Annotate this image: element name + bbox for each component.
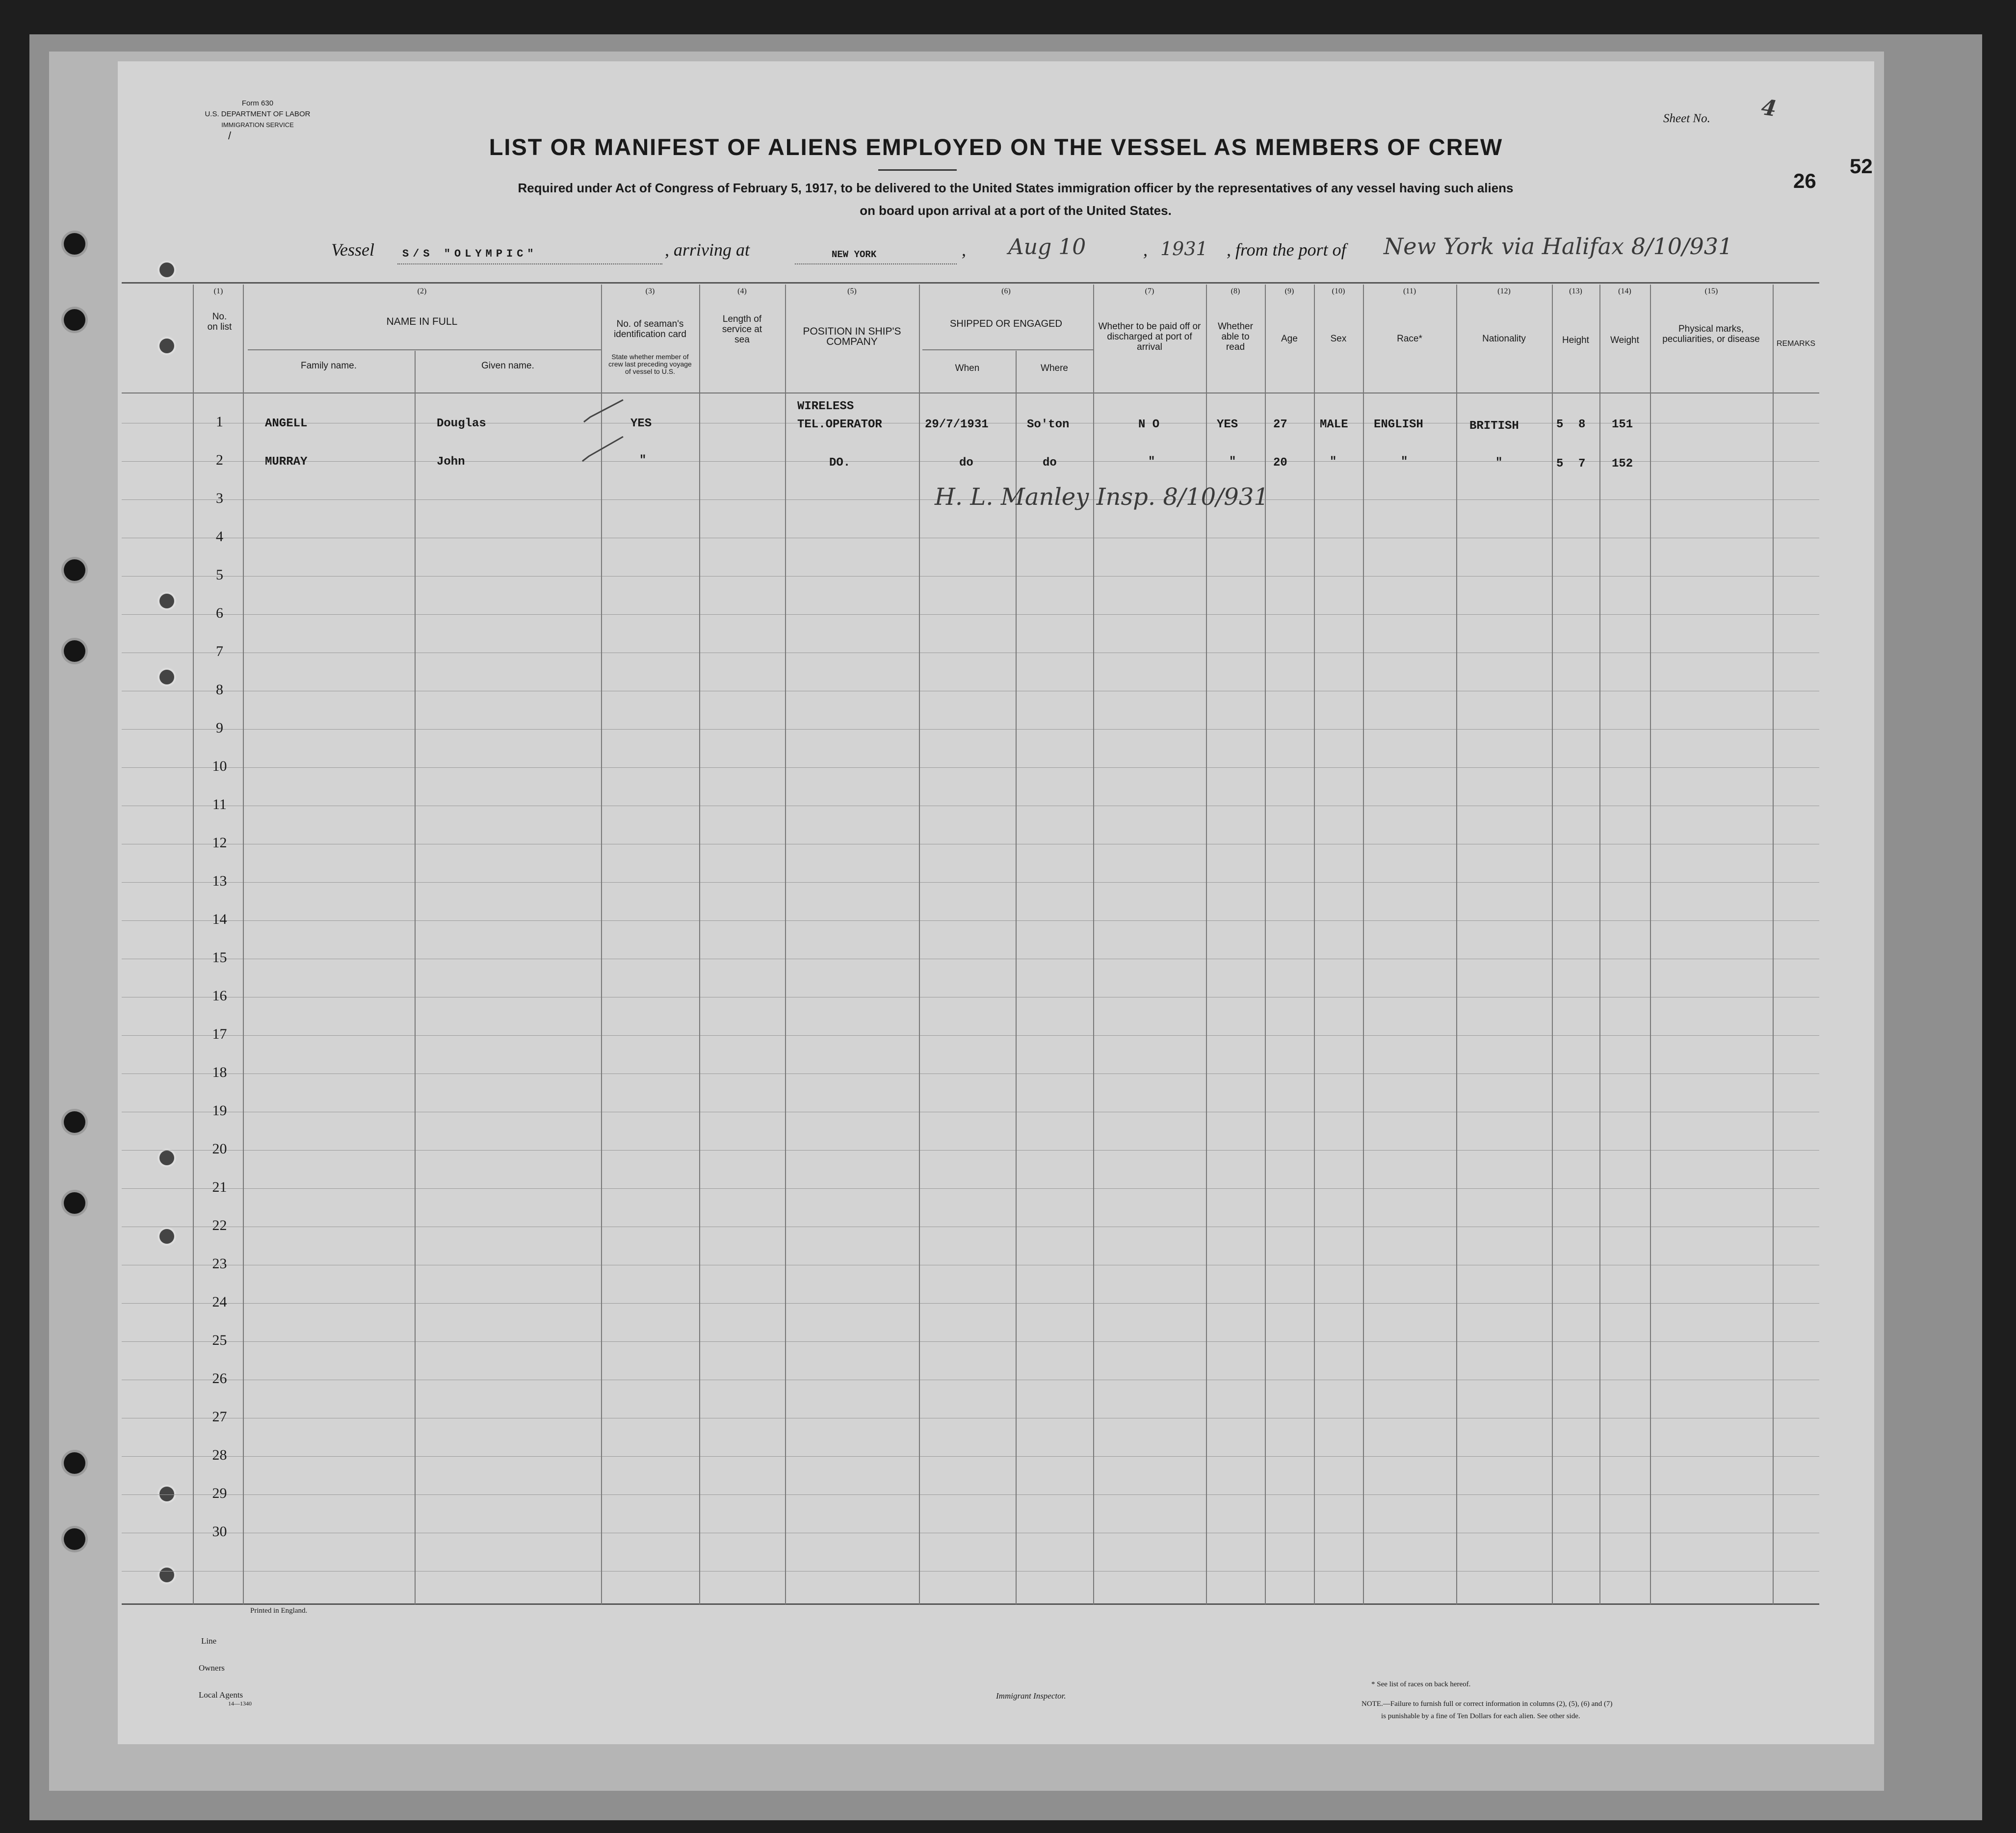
header-position: POSITION IN SHIP'S COMPANY: [803, 326, 901, 347]
column-rule: [601, 285, 602, 1604]
entry-2-weight: 152: [1612, 457, 1633, 471]
header-shipped-when: When: [955, 363, 980, 373]
row-number: 17: [212, 1026, 227, 1042]
page-title: LIST OR MANIFEST OF ALIENS EMPLOYED ON THE VESSEL AS MEMBERS OF CREW: [489, 134, 1503, 160]
row-number: 29: [212, 1485, 227, 1501]
row-number: 30: [212, 1523, 227, 1540]
arriving-label: , arriving at: [665, 240, 750, 260]
header-length-of-service: Length of service at sea: [722, 314, 762, 345]
header-no-on-list: No. on list: [207, 312, 232, 332]
row-number: 27: [212, 1409, 227, 1425]
punch-mark: [159, 1487, 174, 1501]
entry-1-family-name: ANGELL: [265, 417, 308, 430]
row-number: 23: [212, 1256, 227, 1272]
form-number: Form 630: [241, 99, 274, 107]
entry-1-position-line-1: WIRELESS: [797, 400, 854, 413]
row-number: 14: [212, 911, 227, 927]
row-number: 10: [212, 758, 227, 774]
column-rule: [1016, 351, 1017, 1604]
penalty-note-line-2: is punishable by a fine of Ten Dollars for each alien. See other side.: [1381, 1712, 1580, 1720]
row-rule: [122, 1494, 1819, 1495]
row-rule: [122, 1456, 1819, 1457]
immigrant-inspector-label: Immigrant Inspector.: [996, 1691, 1066, 1701]
row-number: 20: [212, 1141, 227, 1157]
column-rule: [415, 351, 416, 1604]
entry-2-nationality: ": [1495, 456, 1503, 470]
row-number: 8: [216, 681, 223, 698]
header-weight: Weight: [1610, 335, 1639, 345]
row-rule: [122, 1150, 1819, 1151]
row-rule: [122, 729, 1819, 730]
footer-line-label: Line: [201, 1636, 217, 1646]
punch-mark: [159, 339, 174, 353]
column-rule: [1552, 285, 1553, 1604]
punch-mark: [159, 670, 174, 684]
row-number: 4: [216, 528, 223, 545]
row-number: 21: [212, 1179, 227, 1195]
row-number: 11: [212, 796, 227, 812]
column-number-8: (8): [1231, 287, 1240, 295]
entry-2-family-name: MURRAY: [265, 455, 308, 469]
column-number-11: (11): [1403, 287, 1416, 295]
row-number: 7: [216, 643, 223, 659]
vessel-name: S/S "OLYMPIC": [402, 248, 538, 260]
header-shipped-where: Where: [1041, 363, 1068, 373]
column-rule: [1456, 285, 1457, 1604]
entry-1-card: YES: [630, 417, 652, 430]
entry-2-position-line-2: DO.: [829, 456, 851, 470]
binder-hole: [64, 309, 85, 331]
header-height: Height: [1562, 335, 1589, 345]
vessel-name-rule: [397, 263, 662, 264]
shipped-header-divider: [922, 349, 1094, 350]
entry-2-age: 20: [1273, 456, 1287, 470]
arriving-port-rule: [795, 263, 957, 264]
tick-mark: /: [228, 130, 232, 142]
entry-1-sex: MALE: [1320, 418, 1348, 431]
subtitle-line-1: Required under Act of Congress of February 5, 1917, to be delivered to the United States immigration officer by the representatives of any vessel having such aliens: [518, 181, 1514, 195]
binder-hole: [64, 1528, 85, 1550]
column-rule: [1773, 285, 1774, 1604]
row-number: 3: [216, 490, 223, 506]
row-rule: [122, 614, 1819, 615]
column-number-13: (13): [1569, 287, 1582, 295]
column-number-3: (3): [645, 287, 655, 295]
binder-hole: [64, 233, 85, 255]
header-family-name: Family name.: [300, 361, 357, 371]
row-number: 16: [212, 988, 227, 1004]
column-rule: [1265, 285, 1266, 1604]
date-separator: ,: [962, 240, 966, 260]
column-rule: [1206, 285, 1207, 1604]
entry-2-sex: ": [1330, 455, 1337, 469]
column-number-7: (7): [1145, 287, 1154, 295]
column-number-4: (4): [737, 287, 747, 295]
printed-in-england: Printed in England.: [250, 1607, 308, 1615]
entry-1-nationality: BRITISH: [1469, 419, 1519, 433]
manifest-page: [118, 61, 1874, 1744]
column-number-9: (9): [1284, 287, 1294, 295]
column-rule: [243, 285, 244, 1604]
entry-1-shipped-where: So'ton: [1027, 418, 1070, 431]
sheet-number: 4: [1759, 95, 1779, 122]
race-footnote: * See list of races on back hereof.: [1371, 1680, 1471, 1688]
binder-hole: [64, 559, 85, 581]
row-number: 28: [212, 1447, 227, 1463]
entry-1-age: 27: [1273, 418, 1287, 431]
department-name: U.S. DEPARTMENT OF LABOR: [205, 110, 311, 118]
punch-mark: [159, 1568, 174, 1582]
page-number-right: 52: [1850, 155, 1873, 178]
header-age: Age: [1281, 334, 1298, 344]
column-rule: [1599, 285, 1600, 1604]
header-able-to-read: Whether able to read: [1218, 321, 1253, 352]
footer-agents-label: Local Agents: [199, 1690, 243, 1700]
entry-1-shipped-when: 29/7/1931: [925, 418, 989, 431]
title-underline: [878, 169, 957, 171]
column-rule: [919, 285, 920, 1604]
row-number: 1: [216, 414, 223, 430]
header-race: Race*: [1397, 334, 1422, 344]
entry-1-height-in: 8: [1578, 418, 1586, 431]
punch-mark: [159, 1229, 174, 1244]
row-rule: [122, 767, 1819, 768]
row-rule: [122, 882, 1819, 883]
arrival-year: 1931: [1160, 238, 1208, 260]
column-number-1: (1): [213, 287, 223, 295]
column-number-12: (12): [1497, 287, 1511, 295]
from-port-label: , from the port of: [1227, 240, 1346, 260]
entry-1-race: ENGLISH: [1374, 418, 1423, 431]
entry-2-paid-off: ": [1148, 455, 1155, 469]
entry-1-height-ft: 5: [1556, 418, 1564, 431]
footer-agents-code: 14—1340: [228, 1700, 252, 1707]
entry-2-able-to-read: ": [1229, 455, 1236, 469]
row-number: 22: [212, 1217, 227, 1233]
entry-2-height-ft: 5: [1556, 457, 1564, 471]
sheet-number-label: Sheet No.: [1663, 112, 1710, 125]
service-name: IMMIGRATION SERVICE: [221, 121, 294, 129]
entry-1-position-line-2: TEL.OPERATOR: [797, 418, 882, 431]
punch-mark: [159, 1151, 174, 1165]
column-number-14: (14): [1618, 287, 1631, 295]
row-number: 6: [216, 605, 223, 621]
row-rule: [122, 1035, 1819, 1036]
inspector-signature: H. L. Manley Insp. 8/10/931: [935, 483, 1269, 511]
row-number: 24: [212, 1294, 227, 1310]
header-physical-marks: Physical marks, peculiarities, or disease: [1662, 324, 1760, 344]
table-top-rule: [122, 282, 1819, 284]
column-rule: [193, 285, 194, 1604]
entry-2-given-name: John: [437, 455, 465, 469]
row-number: 19: [212, 1102, 227, 1119]
binder-hole: [64, 640, 85, 662]
arriving-port: NEW YORK: [832, 249, 877, 260]
entry-2-shipped-where: do: [1043, 456, 1057, 470]
column-rule: [1093, 285, 1094, 1604]
table-bottom-rule: [122, 1603, 1819, 1605]
row-number: 25: [212, 1332, 227, 1348]
column-rule: [699, 285, 700, 1604]
row-rule: [122, 1341, 1819, 1342]
header-nationality: Nationality: [1482, 334, 1526, 344]
row-number: 13: [212, 873, 227, 889]
column-number-5: (5): [847, 287, 857, 295]
entry-1-weight: 151: [1612, 418, 1633, 431]
page-subtitle: [353, 177, 1678, 222]
page-number-left: 26: [1793, 169, 1816, 192]
entry-2-shipped-when: do: [959, 456, 973, 470]
header-paid-off: Whether to be paid off or discharged at port of arrival: [1098, 321, 1201, 352]
column-rule: [1363, 285, 1364, 1604]
header-given-name: Given name.: [481, 361, 534, 371]
from-port: New York via Halifax 8/10/931: [1384, 233, 1733, 260]
column-rule: [1650, 285, 1651, 1604]
entry-1-able-to-read: YES: [1217, 418, 1238, 431]
binder-hole: [64, 1452, 85, 1474]
row-rule: [122, 920, 1819, 921]
row-number: 15: [212, 949, 227, 966]
penalty-note-line-1: NOTE.—Failure to furnish full or correct information in columns (2), (5), (6) and (7): [1361, 1700, 1613, 1708]
header-remarks: REMARKS: [1776, 340, 1816, 348]
punch-mark: [159, 262, 174, 277]
footer-owners-label: Owners: [199, 1663, 225, 1673]
row-number: 5: [216, 567, 223, 583]
column-number-2: (2): [417, 287, 427, 295]
column-number-15: (15): [1704, 287, 1718, 295]
row-number: 26: [212, 1370, 227, 1387]
row-number: 9: [216, 720, 223, 736]
entry-2-race: ": [1401, 455, 1408, 469]
check-mark-icon: [581, 397, 626, 471]
vessel-label: Vessel: [331, 240, 374, 260]
punch-mark: [159, 594, 174, 608]
row-number: 18: [212, 1064, 227, 1080]
column-number-6: (6): [1001, 287, 1011, 295]
column-rule: [785, 285, 786, 1604]
row-rule: [122, 1303, 1819, 1304]
header-shipped-or-engaged: SHIPPED OR ENGAGED: [950, 318, 1062, 329]
binder-hole: [64, 1192, 85, 1214]
name-header-divider: [248, 349, 601, 350]
year-separator: ,: [1143, 240, 1148, 260]
entry-2-height-in: 7: [1578, 457, 1586, 471]
binder-hole: [64, 1111, 85, 1133]
entry-1-given-name: Douglas: [437, 417, 486, 430]
entry-1-paid-off: N O: [1138, 418, 1160, 431]
row-rule: [122, 1188, 1819, 1189]
entry-2-card: ": [639, 454, 647, 467]
header-seaman-card-note: State whether member of crew last preceding voyage of vessel to U.S.: [608, 353, 692, 375]
header-name-in-full: NAME IN FULL: [386, 316, 458, 327]
column-number-10: (10): [1332, 287, 1345, 295]
subtitle-line-2: on board upon arrival at a port of the United States.: [860, 203, 1172, 218]
header-sex: Sex: [1330, 334, 1347, 344]
arrival-date: Aug 10: [1008, 235, 1086, 260]
row-number: 12: [212, 835, 227, 851]
column-rule: [1314, 285, 1315, 1604]
header-seaman-card: No. of seaman's identification card: [614, 319, 686, 340]
row-number: 2: [216, 452, 223, 468]
